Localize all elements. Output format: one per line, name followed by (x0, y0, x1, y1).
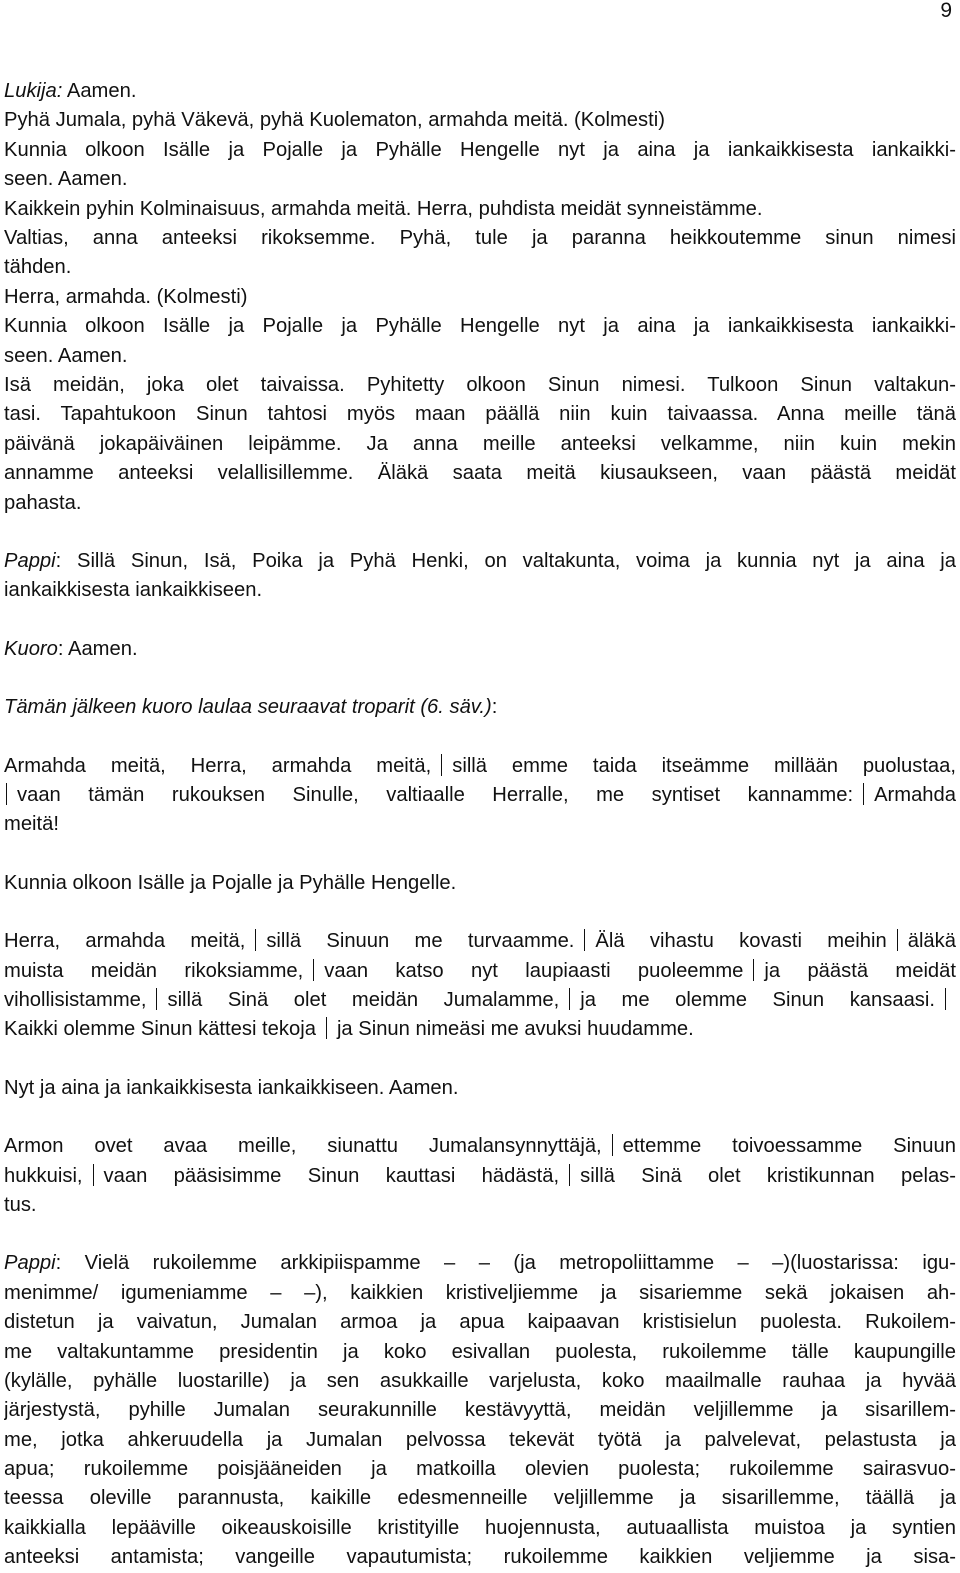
litany-line: teessa oleville parannusta, kaikille edesmenneille veljillemme ja sisarillemme, täällä ja (4, 1487, 956, 1510)
litany-line: Pappi: Vielä rukoilemme arkkipiispamme – – (ja metropoliittamme – –)(luostarissa: igu- (4, 1252, 956, 1275)
troparion-line: meitä! (4, 813, 59, 836)
lords-prayer-line: annamme anteeksi velallisillemme. Äläkä saata meitä kiusaukseen, vaan päästä meidät (4, 462, 956, 485)
prayer-line: seen. Aamen. (4, 168, 128, 191)
troparion-1 (4, 752, 956, 840)
verse-separator (863, 783, 864, 805)
choir-label: Kuoro (4, 637, 58, 660)
litany-line: me valtakuntamme presidentin ja koko esivallan puolesta, rukoilemme tälle kaupungille (4, 1340, 956, 1363)
litany-line: järjestystä, pyhille Jumalan seurakunnille kestävyyttä, meidän veljillemme ja sisarillem- (4, 1399, 956, 1422)
verse-separator (753, 959, 754, 981)
prayer-line: Kaikkein pyhin Kolminaisuus, armahda meitä. Herra, puhdista meidät synneistämme. (4, 197, 763, 220)
page-number: 9 (940, 0, 952, 22)
now-and-ever (4, 1074, 956, 1103)
doxology-line: iankaikkisesta iankaikkiseen. (4, 579, 263, 602)
litany-line: anteeksi antamista; vangeille vapautumista; rukoilemme kaikkien veljiemme ja sisa- (4, 1546, 956, 1569)
troparion-2 (4, 927, 956, 1045)
troparia-intro (4, 693, 956, 722)
verse-separator (569, 988, 570, 1010)
doxology-line: Pappi: Sillä Sinun, Isä, Poika ja Pyhä Henki, on valtakunta, voima ja kunnia nyt ja aina ja (4, 549, 956, 572)
choir-response (4, 635, 956, 664)
troparion-line: Kaikki olemme Sinun kättesi tekoja ja Sinun nimeäsi me avuksi huudamme. (4, 1018, 694, 1041)
verse-separator (93, 1164, 94, 1186)
verse-separator (313, 959, 314, 981)
priest-label: Pappi (4, 549, 56, 572)
troparia-intro-line: Tämän jälkeen kuoro laulaa seuraavat troparit (6. säv.): (4, 696, 498, 719)
litany-line: me, jotka ahkeruudella ja Jumalan pelvossa tekevät työtä ja palvelevat, pelastusta ja (4, 1428, 956, 1451)
glory-line: Kunnia olkoon Isälle ja Pojalle ja Pyhälle Hengelle. (4, 871, 457, 894)
theotokion-line: Armon ovet avaa meille, siunattu Jumalansynnyttäjä, ettemme toivoessamme Sinuun (4, 1135, 956, 1158)
priest-label: Pappi (4, 1252, 56, 1275)
litany-line: menimme/ igumeniamme – –), kaikkien kristiveljiemme ja sisariemme sekä jokaisen ah- (4, 1281, 956, 1304)
priest-doxology (4, 547, 956, 606)
theotokion (4, 1132, 956, 1220)
glory-verse (4, 869, 956, 898)
theotokion-line: tus. (4, 1193, 37, 1216)
verse-separator (569, 1164, 570, 1186)
troparion-line: vaan tämän rukouksen Sinulle, valtiaalle Herralle, me syntiset kannamme: Armahda (4, 781, 956, 810)
lords-prayer-line: tasi. Tapahtukoon Sinun tahtosi myös maan päällä niin kuin taivaassa. Anna meille tänä (4, 403, 956, 426)
prayer-line: Pyhä Jumala, pyhä Väkevä, pyhä Kuolematon, armahda meitä. (Kolmesti) (4, 109, 665, 132)
troparion-line: muista meidän rikoksiamme, vaan katso nyt laupiaasti puoleemme ja päästä meidät (4, 959, 956, 982)
verse-separator (156, 988, 157, 1010)
lords-prayer-line: päivänä jokapäiväinen leipämme. Ja anna meille anteeksi velkamme, niin kuin mekin (4, 432, 956, 455)
troparion-line: Herra, armahda meitä, sillä Sinuun me turvaamme. Älä vihastu kovasti meihin äläkä (4, 930, 956, 953)
theotokion-line: hukkuisi, vaan pääsisimme Sinun kauttasi hädästä, sillä Sinä olet kristikunnan pelas- (4, 1164, 956, 1187)
verse-separator (584, 929, 585, 951)
reader-text: Aamen. (62, 80, 137, 102)
troparion-line: Armahda meitä, Herra, armahda meitä, sillä emme taida itseämme millään puolustaa, (4, 754, 956, 777)
reader-line (4, 77, 956, 106)
prayer-line: Herra, armahda. (Kolmesti) (4, 285, 248, 308)
page-content (4, 77, 956, 1573)
reader-label: Lukija: (4, 80, 63, 102)
verse-separator (612, 1134, 613, 1156)
verse-separator (6, 783, 7, 805)
now-and-ever-line: Nyt ja aina ja iankaikkisesta iankaikkiseen. Aamen. (4, 1076, 459, 1099)
verse-separator (897, 929, 898, 951)
prayer-line: Valtias, anna anteeksi rikoksemme. Pyhä, tule ja paranna heikkoutemme sinun nimesi (4, 227, 956, 250)
troparion-line: vihollisistamme, sillä Sinä olet meidän Jumalamme, ja me olemme Sinun kansaasi. (4, 986, 956, 1015)
litany-line: (kylälle, pyhälle luostarille) ja sen asukkaille varjelusta, koko maailmalle rauhaa ja hyvää (4, 1369, 956, 1392)
litany (4, 1249, 956, 1572)
prayer-line: Kunnia olkoon Isälle ja Pojalle ja Pyhälle Hengelle nyt ja aina ja iankaikkisesta iankaikki- (4, 315, 956, 338)
litany-line: kaikkialla lepääville oikeauskoisille kristityille huojennusta, autuaallista muistoa ja syntien (4, 1516, 956, 1539)
lords-prayer-line: Isä meidän, joka olet taivaissa. Pyhitetty olkoon Sinun nimesi. Tulkoon Sinun valtakun- (4, 374, 956, 397)
litany-line: apua; rukoilemme poisjääneiden ja matkoilla olevien puolesta; rukoilemme sairasvuo- (4, 1458, 956, 1481)
prayer-line: tähden. (4, 256, 72, 279)
opening-prayers (4, 77, 956, 518)
litany-line: distetun ja vaivatun, Jumalan armoa ja apua kaipaavan kristisielun puolesta. Rukoilem- (4, 1311, 956, 1334)
verse-separator (326, 1017, 327, 1039)
verse-separator (441, 754, 442, 776)
lords-prayer-line: pahasta. (4, 491, 82, 514)
choir-line: Kuoro: Aamen. (4, 637, 138, 660)
verse-separator (945, 988, 946, 1010)
prayer-line: seen. Aamen. (4, 344, 128, 367)
verse-separator (255, 929, 256, 951)
prayer-line: Kunnia olkoon Isälle ja Pojalle ja Pyhälle Hengelle nyt ja aina ja iankaikkisesta iankaikki- (4, 138, 956, 161)
